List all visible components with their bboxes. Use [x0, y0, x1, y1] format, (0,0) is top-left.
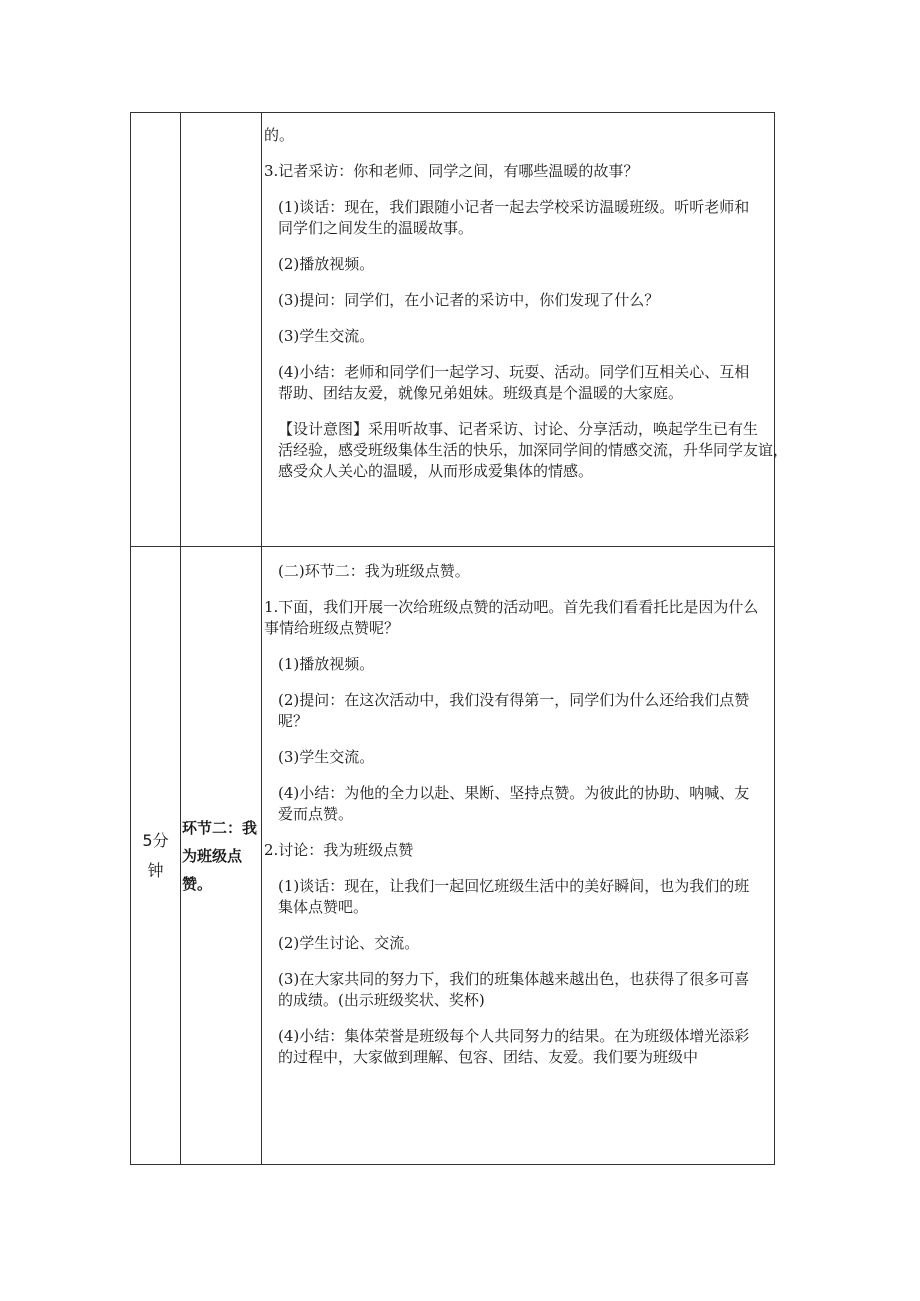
paragraph — [264, 419, 789, 482]
content-clip — [262, 547, 774, 1164]
text-line: 事情给班级点赞呢？ — [264, 619, 400, 637]
text-line: 的。 — [264, 126, 295, 144]
paragraph — [264, 197, 774, 239]
content-cell — [262, 547, 775, 1165]
paragraph — [264, 161, 774, 182]
text-line: 活经验，感受班级集体生活的快乐，加深同学间的情感交流，升华同学友谊， — [278, 441, 789, 459]
lesson-plan-table — [130, 112, 789, 1165]
text-line: 的过程中，大家做到理解、包容、团结、友爱。我们要为班级中 — [278, 1048, 699, 1066]
text-line: 同学们之间发生的温暖故事。 — [278, 219, 474, 237]
paragraph — [264, 969, 774, 1011]
text-line: 感受众人关心的温暖，从而形成爱集体的情感。 — [278, 462, 594, 480]
paragraph — [264, 254, 774, 275]
text-line: (4)小结：老师和同学们一起学习、玩耍、活动。同学们互相关心、互相 — [278, 363, 750, 381]
stage-cell — [181, 113, 262, 547]
time-cell — [131, 113, 181, 547]
text-line: (3)在大家共同的努力下，我们的班集体越来越出色，也获得了很多可喜 — [278, 970, 750, 988]
paragraph — [264, 840, 774, 861]
text-line: (4)小结：集体荣誉是班级每个人共同努力的结果。在为班级体增光添彩 — [278, 1027, 750, 1045]
paragraph — [264, 1026, 774, 1068]
text-line: 1.下面，我们开展一次给班级点赞的活动吧。首先我们看看托比是因为什么 — [264, 598, 759, 616]
text-line: (3)提问：同学们，在小记者的采访中，你们发现了什么？ — [278, 291, 660, 309]
paragraph — [264, 561, 774, 582]
text-line: (1)谈话：现在，让我们一起回忆班级生活中的美好瞬间，也为我们的班 — [278, 877, 750, 895]
time-cell — [131, 547, 181, 1165]
paragraph — [264, 933, 774, 954]
paragraph — [264, 876, 774, 918]
text-line: 2.讨论：我为班级点赞 — [264, 841, 414, 859]
text-line: 呢？ — [278, 712, 309, 730]
text-line: 帮助、团结友爱，就像兄弟姐妹。班级真是个温暖的大家庭。 — [278, 384, 684, 402]
text-line: (2)学生讨论、交流。 — [278, 934, 420, 952]
text-line: 3.记者采访：你和老师、同学之间，有哪些温暖的故事？ — [264, 162, 639, 180]
text-line: (3)学生交流。 — [278, 327, 375, 345]
stage-line: 赞。 — [182, 874, 213, 893]
text-line: (3)学生交流。 — [278, 748, 375, 766]
content-body — [262, 547, 774, 1068]
text-line: (1)谈话：现在，我们跟随小记者一起去学校采访温暖班级。听听老师和 — [278, 198, 750, 216]
stage-cell — [181, 547, 262, 1165]
paragraph — [264, 125, 774, 146]
text-line: 的成绩。(出示班级奖状、奖杯) — [278, 991, 485, 1009]
text-line: 集体点赞吧。 — [278, 898, 369, 916]
paragraph — [264, 747, 774, 768]
text-line: 【设计意图】采用听故事、记者采访、讨论、分享活动，唤起学生已有生 — [278, 420, 759, 438]
text-line: 爱而点赞。 — [278, 805, 354, 823]
text-line: (1)播放视频。 — [278, 655, 375, 673]
paragraph — [264, 362, 774, 404]
table-row — [131, 547, 775, 1165]
table-row — [131, 113, 775, 547]
paragraph — [264, 783, 774, 825]
paragraph — [264, 654, 774, 675]
content-cell — [262, 113, 789, 547]
text-line: (2)提问：在这次活动中，我们没有得第一，同学们为什么还给我们点赞 — [278, 691, 750, 709]
time-line: 钟 — [147, 860, 164, 880]
text-line: (二)环节二：我为班级点赞。 — [278, 562, 470, 580]
text-line: (4)小结：为他的全力以赴、果断、坚持点赞。为彼此的协助、呐喊、友 — [278, 784, 750, 802]
paragraph — [264, 326, 774, 347]
time-line: 5分 — [142, 830, 169, 850]
text-line: (2)播放视频。 — [278, 255, 375, 273]
stage-line: 为班级点 — [182, 846, 243, 865]
stage-line: 环节二：我 — [182, 818, 258, 837]
paragraph — [264, 690, 774, 732]
paragraph — [264, 290, 774, 311]
paragraph — [264, 597, 774, 639]
content-body — [262, 113, 789, 482]
